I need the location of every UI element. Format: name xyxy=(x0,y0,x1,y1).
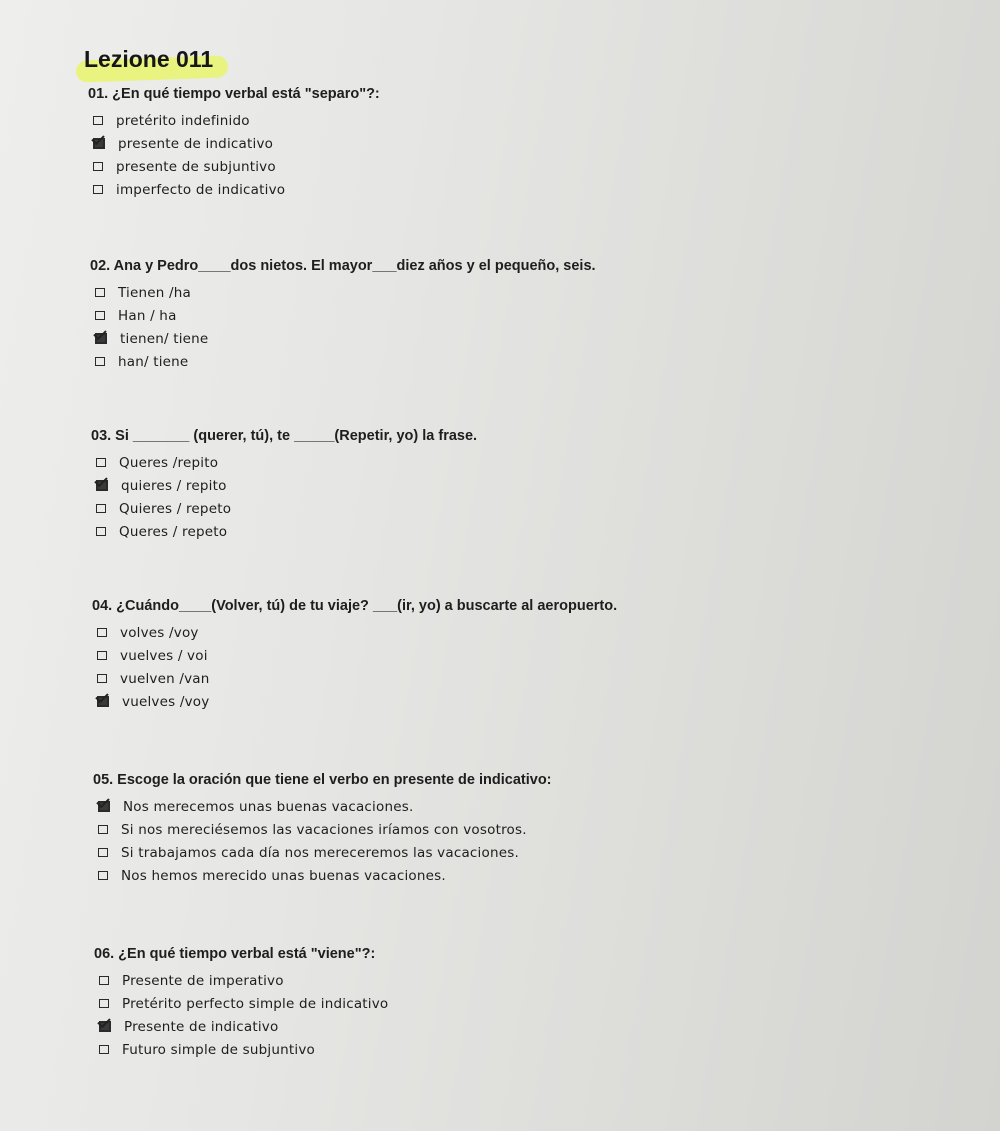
option-label: vuelven /van xyxy=(120,670,210,687)
option-label: pretérito indefinido xyxy=(116,112,250,129)
option-label: presente de subjuntivo xyxy=(116,158,276,175)
checkbox-icon[interactable] xyxy=(97,628,107,637)
option-item[interactable] xyxy=(90,327,850,350)
option-item[interactable] xyxy=(93,841,853,864)
checkbox-icon[interactable] xyxy=(96,458,106,467)
option-item[interactable] xyxy=(93,795,853,818)
option-item[interactable] xyxy=(93,864,853,887)
option-label: Nos hemos merecido unas buenas vacaciones. xyxy=(121,867,446,884)
question-text: 06. ¿En qué tiempo verbal está "viene"?: xyxy=(94,946,376,962)
option-item[interactable] xyxy=(88,178,848,201)
checkbox-icon[interactable] xyxy=(95,357,105,366)
checkbox-icon[interactable] xyxy=(96,504,106,513)
option-item[interactable] xyxy=(91,451,851,474)
option-item[interactable] xyxy=(92,621,852,644)
option-item[interactable] xyxy=(91,497,851,520)
checkbox-icon[interactable] xyxy=(99,999,109,1008)
option-item[interactable] xyxy=(92,667,852,690)
question-2 xyxy=(90,256,850,373)
option-item[interactable] xyxy=(91,474,851,497)
option-list xyxy=(93,795,853,887)
checkbox-icon[interactable] xyxy=(98,825,108,834)
checkbox-icon[interactable] xyxy=(93,185,103,194)
question-3 xyxy=(91,426,851,543)
option-label: Futuro simple de subjuntivo xyxy=(122,1041,315,1058)
option-label: vuelves / voi xyxy=(120,647,208,664)
option-label: Tienen /ha xyxy=(118,284,191,301)
checkbox-icon[interactable] xyxy=(96,527,106,536)
question-1 xyxy=(88,84,848,201)
checkbox-icon[interactable] xyxy=(99,976,109,985)
checkbox-icon[interactable] xyxy=(98,848,108,857)
checked-checkbox-icon[interactable] xyxy=(97,696,109,707)
option-list xyxy=(91,451,851,543)
option-label: Si trabajamos cada día nos mereceremos las vacaciones. xyxy=(121,844,519,861)
option-list xyxy=(90,281,850,373)
option-label: Queres /repito xyxy=(119,454,219,471)
option-item[interactable] xyxy=(94,969,854,992)
option-item[interactable] xyxy=(90,304,850,327)
option-list xyxy=(94,969,854,1061)
option-label: imperfecto de indicativo xyxy=(116,181,286,198)
question-text: 01. ¿En qué tiempo verbal está "separo"?: xyxy=(88,86,380,102)
checked-checkbox-icon[interactable] xyxy=(96,480,108,491)
checkbox-icon[interactable] xyxy=(99,1045,109,1054)
question-text: 04. ¿Cuándo____(Volver, tú) de tu viaje? ___(ir, yo) a buscarte al aeropuerto. xyxy=(92,598,618,614)
checkbox-icon[interactable] xyxy=(93,162,103,171)
checkbox-icon[interactable] xyxy=(97,651,107,660)
option-label: Pretérito perfecto simple de indicativo xyxy=(122,995,389,1012)
option-item[interactable] xyxy=(94,992,854,1015)
checkbox-icon[interactable] xyxy=(93,116,103,125)
option-label: Queres / repeto xyxy=(119,523,228,540)
option-item[interactable] xyxy=(88,109,848,132)
question-4 xyxy=(92,596,852,713)
option-label: tienen/ tiene xyxy=(120,330,209,347)
checked-checkbox-icon[interactable] xyxy=(93,138,105,149)
option-item[interactable] xyxy=(88,132,848,155)
checkbox-icon[interactable] xyxy=(95,288,105,297)
checked-checkbox-icon[interactable] xyxy=(98,801,110,812)
question-text: 05. Escoge la oración que tiene el verbo en presente de indicativo: xyxy=(93,772,552,788)
option-label: Nos merecemos unas buenas vacaciones. xyxy=(123,798,414,815)
option-list xyxy=(88,109,848,201)
option-item[interactable] xyxy=(88,155,848,178)
option-label: quieres / repito xyxy=(121,477,227,494)
option-label: Presente de imperativo xyxy=(122,972,284,989)
option-item[interactable] xyxy=(94,1038,854,1061)
question-6 xyxy=(94,944,854,1061)
option-item[interactable] xyxy=(90,281,850,304)
option-item[interactable] xyxy=(92,690,852,713)
question-text: 02. Ana y Pedro____dos nietos. El mayor___diez años y el pequeño, seis. xyxy=(90,258,596,274)
checked-checkbox-icon[interactable] xyxy=(99,1021,111,1032)
question-5 xyxy=(93,770,853,887)
option-item[interactable] xyxy=(90,350,850,373)
option-label: Presente de indicativo xyxy=(124,1018,279,1035)
option-list xyxy=(92,621,852,713)
checkbox-icon[interactable] xyxy=(98,871,108,880)
option-item[interactable] xyxy=(94,1015,854,1038)
page-title: Lezione 011 xyxy=(84,46,214,72)
checkbox-icon[interactable] xyxy=(95,311,105,320)
option-item[interactable] xyxy=(92,644,852,667)
option-label: han/ tiene xyxy=(118,353,189,370)
option-label: volves /voy xyxy=(120,624,199,641)
option-item[interactable] xyxy=(93,818,853,841)
option-label: Han / ha xyxy=(118,307,177,324)
option-item[interactable] xyxy=(91,520,851,543)
checkbox-icon[interactable] xyxy=(97,674,107,683)
question-text: 03. Si _______ (querer, tú), te _____(Repetir, yo) la frase. xyxy=(91,428,478,444)
option-label: Quieres / repeto xyxy=(119,500,232,517)
option-label: presente de indicativo xyxy=(118,135,274,152)
title-block xyxy=(84,46,213,73)
option-label: Si nos mereciésemos las vacaciones iríamos con vosotros. xyxy=(121,821,527,838)
option-label: vuelves /voy xyxy=(122,693,210,710)
checked-checkbox-icon[interactable] xyxy=(95,333,107,344)
